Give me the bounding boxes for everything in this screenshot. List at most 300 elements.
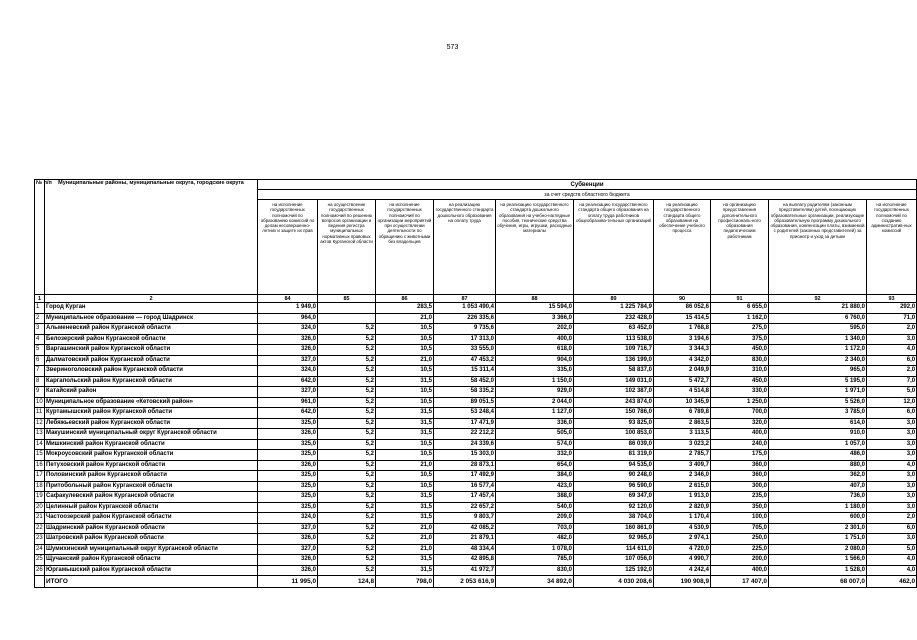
value-cell: 31,5 (376, 502, 434, 513)
value-cell: 6,0 (867, 408, 917, 419)
value-cell: 250,0 (711, 534, 769, 545)
value-cell: 24 339,6 (434, 439, 496, 450)
value-cell: 6 655,0 (711, 303, 769, 314)
value-cell: 384,0 (496, 471, 574, 482)
total-value: 798,0 (376, 576, 434, 588)
value-cell: 618,0 (496, 345, 574, 356)
value-cell: 107 056,0 (574, 555, 654, 566)
municipality-name: Звериноголовский район Курганской области (45, 366, 258, 377)
table-row (35, 345, 917, 356)
municipality-name: Белозерский район Курганской области (45, 334, 258, 345)
value-cell: 5,2 (318, 544, 376, 555)
value-cell: 335,0 (496, 366, 574, 377)
value-cell: 21,0 (376, 523, 434, 534)
value-cell: 486,0 (769, 450, 867, 461)
column-header: на исполнение государственных полномочий по организации мероприятий при осуществлении деятельности по обращению с животными без владельцев (376, 200, 434, 295)
value-cell: 31,5 (376, 429, 434, 440)
value-cell: 3,0 (867, 450, 917, 461)
value-cell: 350,0 (711, 502, 769, 513)
column-header: на реализацию государственного стандарта дошкольного образования на оплату труда (434, 200, 496, 295)
total-value: 11 995,0 (258, 576, 318, 588)
column-header: на выплату родителям (законным представителям) детей, посещающих образовательные организации, реализующие образовательную программу дошкольного образования, компенсации платы, взимаемой с родителей (законных представителей) за присмотр и уход за детьми (769, 200, 867, 295)
row-number: 18 (35, 481, 45, 492)
value-cell: 5,2 (318, 397, 376, 408)
value-cell: 48 334,4 (434, 544, 496, 555)
value-cell: 5,2 (318, 471, 376, 482)
value-cell: 15 311,4 (434, 366, 496, 377)
municipality-name: Притобольный район Курганской области (45, 481, 258, 492)
row-number: 19 (35, 492, 45, 503)
table-row (35, 313, 917, 324)
column-number: 89 (574, 295, 654, 303)
table-row (35, 303, 917, 314)
value-cell: 4,0 (867, 345, 917, 356)
value-cell: 202,0 (496, 324, 574, 335)
value-cell: 830,0 (711, 355, 769, 366)
row-number: 25 (35, 555, 45, 566)
municipality-name: Каргапольский район Курганской области (45, 376, 258, 387)
value-cell: 5,2 (318, 460, 376, 471)
value-cell: 42 895,8 (434, 555, 496, 566)
value-cell: 28 873,1 (434, 460, 496, 471)
value-cell: 4,0 (867, 460, 917, 471)
municipality-name: Частоозерский район Курганской области (45, 513, 258, 524)
value-cell: 325,0 (258, 492, 318, 503)
value-cell: 362,0 (769, 471, 867, 482)
value-cell: 325,0 (258, 450, 318, 461)
municipality-name: Катайский район (45, 387, 258, 398)
value-cell: 327,0 (258, 544, 318, 555)
value-cell: 965,0 (769, 366, 867, 377)
value-cell: 2 820,9 (654, 502, 711, 513)
total-value: 124,8 (318, 576, 376, 588)
group-subtitle: за счет средств областного бюджета (258, 190, 917, 200)
value-cell: 109 716,7 (574, 345, 654, 356)
value-cell (318, 313, 376, 324)
value-cell: 10,5 (376, 366, 434, 377)
row-number: 3 (35, 324, 45, 335)
value-cell: 5,0 (867, 544, 917, 555)
value-cell: 21,0 (376, 534, 434, 545)
municipality-name: Лебяжьевский район Курганской области (45, 418, 258, 429)
value-cell: 4 720,0 (654, 544, 711, 555)
value-cell: 332,0 (496, 450, 574, 461)
value-cell: 21,0 (376, 460, 434, 471)
total-value: 34 892,0 (496, 576, 574, 588)
municipality-name: Мишкинский район Курганской области (45, 439, 258, 450)
value-cell: 113 538,0 (574, 334, 654, 345)
table-row (35, 366, 917, 377)
value-cell: 375,0 (711, 334, 769, 345)
value-cell: 96 590,0 (574, 481, 654, 492)
table-row (35, 544, 917, 555)
municipality-name: Половинский район Курганской области (45, 471, 258, 482)
value-cell: 3 194,6 (654, 334, 711, 345)
column-header: на осуществление государственных полномочий по решению вопросов организации и ведения регистра муниципальных нормативных правовых актов Курганской области (318, 200, 376, 295)
value-cell: 320,0 (711, 418, 769, 429)
value-cell: 3 023,2 (654, 439, 711, 450)
value-cell: 595,0 (769, 324, 867, 335)
value-cell: 1 528,0 (769, 565, 867, 576)
value-cell: 642,0 (258, 376, 318, 387)
value-cell: 149 031,0 (574, 376, 654, 387)
table-row (35, 376, 917, 387)
value-cell: 114 611,0 (574, 544, 654, 555)
value-cell: 1 162,0 (711, 313, 769, 324)
municipality-name: Щучанский район Курганской области (45, 555, 258, 566)
value-cell: 327,0 (258, 523, 318, 534)
column-number: 1 (35, 295, 45, 303)
table-row (35, 324, 917, 335)
value-cell: 15 414,5 (654, 313, 711, 324)
column-header: на исполнение государственных полномочий по созданию административ-ных комиссий (867, 200, 917, 295)
value-cell: 21,0 (376, 355, 434, 366)
municipality-name: Макушинский муниципальный округ Курганской области (45, 429, 258, 440)
value-cell: 22 212,2 (434, 429, 496, 440)
value-cell: 642,0 (258, 408, 318, 419)
row-number: 9 (35, 387, 45, 398)
row-number: 7 (35, 366, 45, 377)
value-cell: 5 472,7 (654, 376, 711, 387)
value-cell: 2,0 (867, 324, 917, 335)
row-number: 6 (35, 355, 45, 366)
value-cell: 5,2 (318, 481, 376, 492)
value-cell: 31,5 (376, 492, 434, 503)
value-cell: 10,5 (376, 397, 434, 408)
municipality-name: Целинный район Курганской области (45, 502, 258, 513)
value-cell: 31,5 (376, 565, 434, 576)
total-value: 68 007,0 (769, 576, 867, 588)
value-cell: 360,0 (711, 471, 769, 482)
value-cell: 2 346,0 (654, 471, 711, 482)
value-cell: 10,5 (376, 439, 434, 450)
row-number: 20 (35, 502, 45, 513)
value-cell: 1 913,0 (654, 492, 711, 503)
value-cell: 15 303,0 (434, 450, 496, 461)
table-row (35, 408, 917, 419)
value-cell: 1 751,0 (769, 534, 867, 545)
value-cell: 10,5 (376, 345, 434, 356)
row-number: 26 (35, 565, 45, 576)
column-number: 93 (867, 295, 917, 303)
value-cell: 200,0 (711, 555, 769, 566)
value-cell: 703,0 (496, 523, 574, 534)
value-cell: 10,5 (376, 450, 434, 461)
value-cell: 3 344,3 (654, 345, 711, 356)
value-cell: 3 409,7 (654, 460, 711, 471)
page-number: 573 (446, 44, 459, 51)
value-cell: 654,0 (496, 460, 574, 471)
value-cell: 41 972,7 (434, 565, 496, 576)
value-cell: 540,0 (496, 502, 574, 513)
table-row (35, 492, 917, 503)
value-cell: 3,0 (867, 334, 917, 345)
row-number: 21 (35, 513, 45, 524)
value-cell: 336,0 (496, 418, 574, 429)
table-row (35, 555, 917, 566)
value-cell: 700,0 (711, 408, 769, 419)
row-number: 13 (35, 429, 45, 440)
value-cell: 5 526,0 (769, 397, 867, 408)
row-number: 12 (35, 418, 45, 429)
value-cell: 450,0 (711, 376, 769, 387)
value-cell: 2 080,0 (769, 544, 867, 555)
value-cell: 2 049,9 (654, 366, 711, 377)
row-number: 1 (35, 303, 45, 314)
column-number: 90 (654, 295, 711, 303)
value-cell: 160 861,0 (574, 523, 654, 534)
value-cell: 90 248,0 (574, 471, 654, 482)
table-row (35, 429, 917, 440)
value-cell: 2 044,0 (496, 397, 574, 408)
column-header: на реализацию государственного стандарта общего образования на оплату труда работников общеобразова-тельных организаций (574, 200, 654, 295)
value-cell: 31,5 (376, 408, 434, 419)
value-cell: 292,0 (867, 303, 917, 314)
municipality-name: Альменевский район Курганской области (45, 324, 258, 335)
table-row (35, 534, 917, 545)
total-value: 462,0 (867, 576, 917, 588)
value-cell: 324,0 (258, 513, 318, 524)
value-cell: 407,0 (769, 481, 867, 492)
value-cell: 5,2 (318, 555, 376, 566)
row-number: 22 (35, 523, 45, 534)
value-cell: 3,0 (867, 418, 917, 429)
value-cell: 830,0 (496, 565, 574, 576)
table-row (35, 450, 917, 461)
value-cell: 47 453,2 (434, 355, 496, 366)
value-cell: 21 879,1 (434, 534, 496, 545)
value-cell: 326,0 (258, 565, 318, 576)
municipality-name: Шумихинский муниципальный округ Курганской области (45, 544, 258, 555)
value-cell: 10,5 (376, 324, 434, 335)
value-cell: 1 078,0 (496, 544, 574, 555)
municipality-name: Куртамышский район Курганской области (45, 408, 258, 419)
table-row (35, 355, 917, 366)
value-cell: 10,5 (376, 471, 434, 482)
value-cell: 1 949,0 (258, 303, 318, 314)
value-cell: 21,0 (376, 313, 434, 324)
value-cell: 327,0 (258, 355, 318, 366)
value-cell: 1 250,0 (711, 397, 769, 408)
value-cell: 1 170,4 (654, 513, 711, 524)
value-cell: 1 225 784,9 (574, 303, 654, 314)
value-cell: 1 768,8 (654, 324, 711, 335)
value-cell: 58 335,2 (434, 387, 496, 398)
column-number: 88 (496, 295, 574, 303)
value-cell: 5,2 (318, 418, 376, 429)
value-cell: 86 039,0 (574, 439, 654, 450)
row-number: 15 (35, 450, 45, 461)
value-cell: 58 837,0 (574, 366, 654, 377)
total-value: 2 053 616,9 (434, 576, 496, 588)
row-number: 2 (35, 313, 45, 324)
column-number: 85 (318, 295, 376, 303)
value-cell: 5,2 (318, 534, 376, 545)
value-cell: 93 825,0 (574, 418, 654, 429)
value-cell (318, 303, 376, 314)
value-cell: 9 735,6 (434, 324, 496, 335)
municipality-name: Город Курган (45, 303, 258, 314)
value-cell: 1 053 490,4 (434, 303, 496, 314)
value-cell: 3 366,0 (496, 313, 574, 324)
value-cell: 5,2 (318, 492, 376, 503)
value-cell: 5,2 (318, 345, 376, 356)
value-cell: 31,5 (376, 376, 434, 387)
value-cell: 1 566,0 (769, 555, 867, 566)
value-cell: 81 319,0 (574, 450, 654, 461)
value-cell: 1 150,0 (496, 376, 574, 387)
value-cell: 5,2 (318, 439, 376, 450)
name-header: Муниципальные районы, муниципальные округа, городские округа (45, 180, 258, 295)
value-cell: 42 085,2 (434, 523, 496, 534)
value-cell: 505,0 (496, 429, 574, 440)
value-cell: 89 051,5 (434, 397, 496, 408)
municipality-name: Далматовский район Курганской области (45, 355, 258, 366)
value-cell: 243 874,0 (574, 397, 654, 408)
value-cell: 2,0 (867, 366, 917, 377)
value-cell: 232 428,0 (574, 313, 654, 324)
value-cell: 3,0 (867, 429, 917, 440)
value-cell: 225,0 (711, 544, 769, 555)
value-cell: 325,0 (258, 439, 318, 450)
value-cell: 423,0 (496, 481, 574, 492)
table-row (35, 439, 917, 450)
row-number: 11 (35, 408, 45, 419)
municipality-name: Муниципальное образование — город Шадринск (45, 313, 258, 324)
value-cell: 1 172,0 (769, 345, 867, 356)
table-row (35, 387, 917, 398)
value-cell: 574,0 (496, 439, 574, 450)
value-cell: 326,0 (258, 460, 318, 471)
value-cell: 6 760,0 (769, 313, 867, 324)
municipality-name: Варгашинский район Курганской области (45, 345, 258, 356)
value-cell: 21,0 (376, 544, 434, 555)
column-header: на реализацию государственного стандарта дошкольного образования на учебно-наглядные пособия, технические средства обучения, игры, игрушки, расходные материалы (496, 200, 574, 295)
value-cell: 100,0 (711, 513, 769, 524)
value-cell: 300,0 (711, 481, 769, 492)
value-cell: 4,0 (867, 565, 917, 576)
group-title: Субвенции (258, 180, 917, 190)
value-cell: 5 195,0 (769, 376, 867, 387)
table-row (35, 502, 917, 513)
value-cell: 360,0 (711, 460, 769, 471)
value-cell: 4 514,8 (654, 387, 711, 398)
value-cell: 3,0 (867, 439, 917, 450)
municipality-name: Сафакулевский район Курганской области (45, 492, 258, 503)
total-value: 4 030 208,6 (574, 576, 654, 588)
value-cell: 12,0 (867, 397, 917, 408)
value-cell: 4 342,0 (654, 355, 711, 366)
value-cell: 325,0 (258, 481, 318, 492)
value-cell: 5,2 (318, 376, 376, 387)
value-cell: 3,0 (867, 492, 917, 503)
row-number: 14 (35, 439, 45, 450)
value-cell: 5,2 (318, 565, 376, 576)
value-cell: 1 057,0 (769, 439, 867, 450)
total-value: 190 908,9 (654, 576, 711, 588)
value-cell: 5,2 (318, 429, 376, 440)
value-cell: 69 347,0 (574, 492, 654, 503)
value-cell: 1 127,0 (496, 408, 574, 419)
value-cell: 240,0 (711, 439, 769, 450)
value-cell: 86 052,6 (654, 303, 711, 314)
value-cell: 275,0 (711, 324, 769, 335)
value-cell: 235,0 (711, 492, 769, 503)
value-cell: 600,0 (769, 513, 867, 524)
column-number: 91 (711, 295, 769, 303)
value-cell: 400,0 (496, 334, 574, 345)
table-row (35, 334, 917, 345)
value-cell: 1 971,0 (769, 387, 867, 398)
column-header: на реализацию государственного стандарта общего образования на обеспечение учебного процесса (654, 200, 711, 295)
value-cell: 5,2 (318, 523, 376, 534)
value-cell: 5,2 (318, 387, 376, 398)
value-cell: 10,5 (376, 481, 434, 492)
value-cell: 16 577,4 (434, 481, 496, 492)
value-cell: 2 615,0 (654, 481, 711, 492)
municipality-name: Шадринский район Курганской области (45, 523, 258, 534)
value-cell: 5,2 (318, 355, 376, 366)
value-cell: 125 192,0 (574, 565, 654, 576)
table-row (35, 565, 917, 576)
row-number: 16 (35, 460, 45, 471)
value-cell: 7,0 (867, 376, 917, 387)
value-cell: 3,0 (867, 481, 917, 492)
total-number-cell (35, 576, 45, 588)
value-cell: 2 785,7 (654, 450, 711, 461)
value-cell: 1 340,0 (769, 334, 867, 345)
municipality-name: Мокроусовский район Курганской области (45, 450, 258, 461)
total-row (35, 576, 917, 588)
value-cell: 400,0 (711, 565, 769, 576)
value-cell: 31,5 (376, 513, 434, 524)
value-cell: 326,0 (258, 345, 318, 356)
table-row (35, 460, 917, 471)
value-cell: 400,0 (711, 429, 769, 440)
value-cell: 63 452,0 (574, 324, 654, 335)
column-number: 92 (769, 295, 867, 303)
value-cell: 17 457,4 (434, 492, 496, 503)
value-cell: 964,0 (258, 313, 318, 324)
value-cell: 4,0 (867, 555, 917, 566)
value-cell: 209,0 (496, 513, 574, 524)
table-row (35, 471, 917, 482)
value-cell: 33 555,0 (434, 345, 496, 356)
row-number: 24 (35, 544, 45, 555)
value-cell: 92 965,0 (574, 534, 654, 545)
value-cell: 6,0 (867, 523, 917, 534)
municipality-name: Муниципальное образование «Кетовский район» (45, 397, 258, 408)
value-cell: 5,2 (318, 366, 376, 377)
value-cell: 94 535,0 (574, 460, 654, 471)
column-header: на исполнение государственных полномочий по образованию комиссий по делам несовершенно-летних и защите их прав (258, 200, 318, 295)
value-cell: 705,0 (711, 523, 769, 534)
value-cell: 150 786,0 (574, 408, 654, 419)
value-cell: 6 789,8 (654, 408, 711, 419)
row-number: 5 (35, 345, 45, 356)
value-cell: 53 248,4 (434, 408, 496, 419)
table-row (35, 513, 917, 524)
value-cell: 5,2 (318, 450, 376, 461)
value-cell: 5,2 (318, 324, 376, 335)
value-cell: 1 180,0 (769, 502, 867, 513)
row-number: 10 (35, 397, 45, 408)
table-row (35, 481, 917, 492)
value-cell: 3 785,0 (769, 408, 867, 419)
value-cell: 31,5 (376, 555, 434, 566)
column-number: 84 (258, 295, 318, 303)
value-cell: 3 113,5 (654, 429, 711, 440)
